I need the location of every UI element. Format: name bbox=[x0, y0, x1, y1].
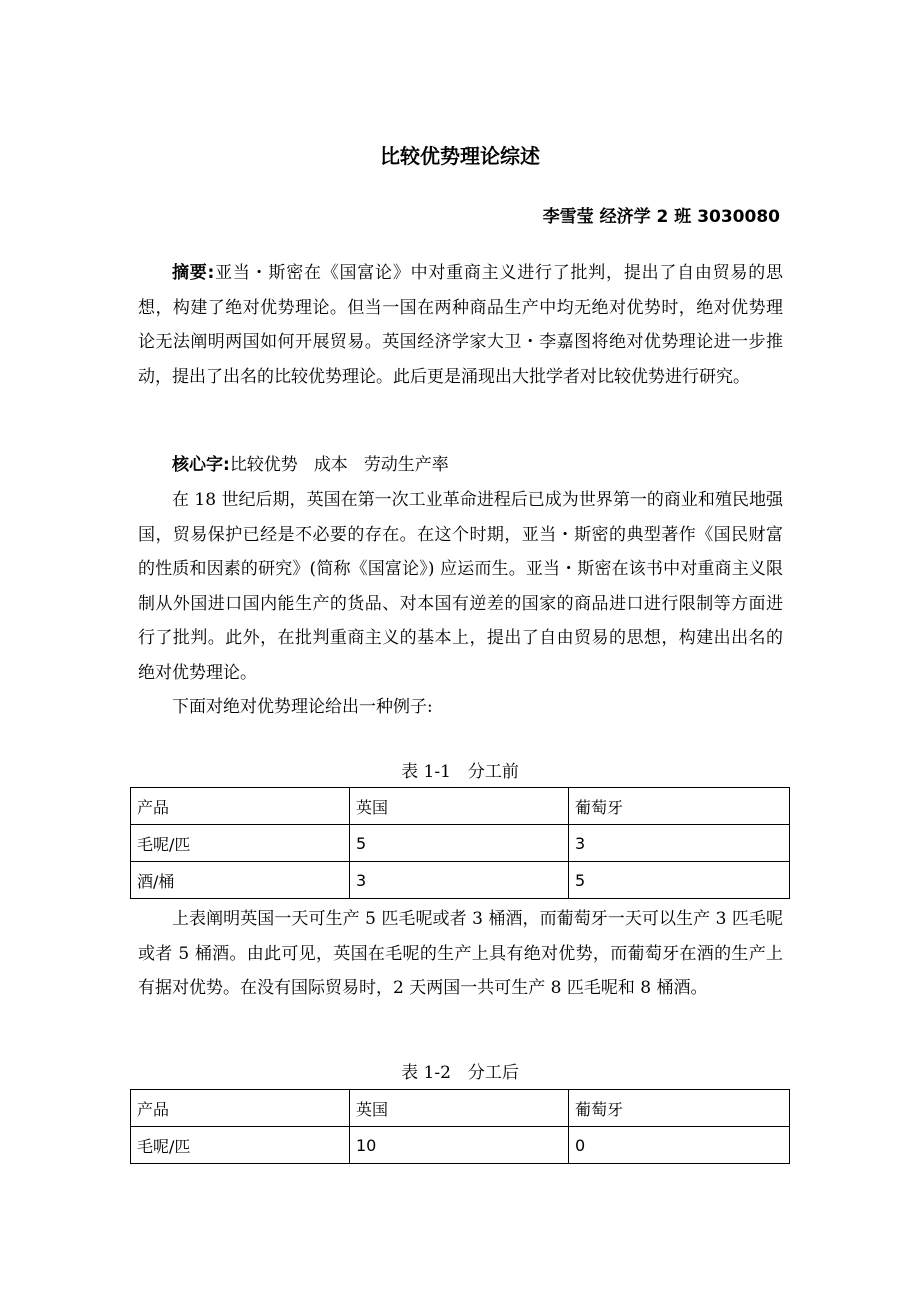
table-header-cell: 英国 bbox=[350, 1090, 569, 1127]
table-cell: 0 bbox=[569, 1127, 790, 1164]
table-header-cell: 葡萄牙 bbox=[569, 1090, 790, 1127]
table-cell: 10 bbox=[350, 1127, 569, 1164]
table-cell: 3 bbox=[569, 825, 790, 862]
table-header-cell: 产品 bbox=[131, 1090, 350, 1127]
body-paragraph bbox=[138, 483, 783, 725]
keyword: 成本 bbox=[313, 455, 348, 475]
table-header-row bbox=[131, 1090, 790, 1127]
abstract-text: 亚当・斯密在《国富论》中对重商主义进行了批判，提出了自由贸易的思想，构建了绝对优势理论。但当一国在两种商品生产中均无绝对优势时，绝对优势理论无法阐明两国如何开展贸易。英国经济学家大卫・李嘉图将绝对优势理论进一步推动，提出了出名的比较优势理论。此后更是涌现出大批学者对比较优势进行研究。 bbox=[138, 263, 783, 387]
table2-caption: 表 1-2 分工后 bbox=[401, 1063, 519, 1083]
table-row bbox=[131, 1127, 790, 1164]
keyword: 比较优势 bbox=[229, 455, 298, 475]
table-cell: 酒/桶 bbox=[131, 862, 350, 899]
table-cell: 5 bbox=[569, 862, 790, 899]
table-cell: 5 bbox=[350, 825, 569, 862]
keywords-line bbox=[138, 448, 783, 483]
table1-caption: 表 1-1 分工前 bbox=[401, 762, 519, 782]
keyword: 劳动生产率 bbox=[363, 455, 449, 475]
table-row bbox=[131, 862, 790, 899]
abstract-paragraph bbox=[138, 256, 783, 394]
paragraph-table-explanation: 上表阐明英国一天可生产 5 匹毛呢或者 3 桶酒，而葡萄牙一天可以生产 3 匹毛呢或者 5 桶酒。由此可见，英国在毛呢的生产上具有绝对优势，而葡萄牙在酒的生产上有据对优势。在没有国际贸易时，2 天两国一共可生产 8 匹毛呢和 8 桶酒。 bbox=[138, 909, 783, 998]
table-header-row bbox=[131, 788, 790, 825]
table-cell: 毛呢/匹 bbox=[131, 1127, 350, 1164]
table-after-division bbox=[130, 1089, 790, 1164]
paragraph-example-intro: 下面对绝对优势理论给出一种例子: bbox=[172, 697, 433, 717]
page-title: 比较优势理论综述 bbox=[380, 144, 540, 168]
table-cell: 毛呢/匹 bbox=[131, 825, 350, 862]
table-before-division bbox=[130, 787, 790, 899]
table-header-cell: 葡萄牙 bbox=[569, 788, 790, 825]
author-line: 李雪莹 经济学 2 班 3030080 bbox=[542, 207, 780, 227]
keywords-label: 核心字: bbox=[172, 455, 230, 475]
table-header-cell: 英国 bbox=[350, 788, 569, 825]
paragraph-history: 在 18 世纪后期，英国在第一次工业革命进程后已成为世界第一的商业和殖民地强国，贸易保护已经是不必要的存在。在这个时期，亚当・斯密的典型著作《国民财富的性质和因素的研究》(简称《国富论》) 应运而生。亚当・斯密在该书中对重商主义限制从外国进口国内能生产的货品、对本国有逆差的国家的商品进口进行限制等方面进行了批判。此外，在批判重商主义的基本上，提出了自由贸易的思想，构建出出名的绝对优势理论。 bbox=[138, 490, 783, 683]
table-cell: 3 bbox=[350, 862, 569, 899]
table-row bbox=[131, 825, 790, 862]
table-header-cell: 产品 bbox=[131, 788, 350, 825]
abstract-label: 摘要: bbox=[172, 263, 215, 283]
